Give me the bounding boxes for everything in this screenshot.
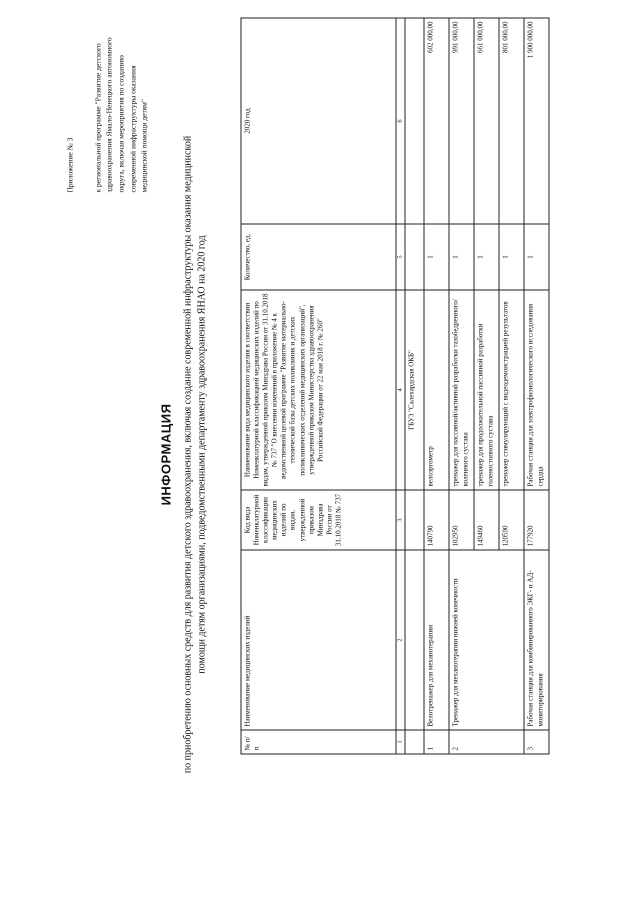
equipment-table	[241, 18, 550, 755]
column-header-number: № п/п	[241, 730, 396, 754]
group-row	[405, 18, 424, 754]
document-title: ИНФОРМАЦИЯ	[158, 403, 174, 506]
column-header-kind: Наименование вида медицинского изделия в соответствии Номенклатурной классификацией медицинских изделий по видам, утвержденной приказом Минздрава России от 31.10.2018 № 737 "О внесении изменений в приложение № 4 к ведомственной целевой программе "Развитие материально-технической базы детских поликлиник и детских поликлинических отделений медицинских организаций", утвержденной приказом Министерства здравоохранения Российской Федерации от 22 мая 2018 г. № 260"	[241, 290, 396, 490]
cell-quantity: 1	[524, 224, 549, 290]
cell-kind: тренажер для продолжительной пассивной разработки голеностопного сустава	[474, 290, 499, 490]
table-index-row	[396, 18, 405, 754]
cell-code: 120590	[499, 490, 524, 550]
cell-number: 2	[449, 730, 524, 754]
table-row	[449, 18, 474, 754]
cell-quantity: 1	[449, 224, 474, 290]
index-cell: 4	[396, 290, 405, 490]
document-header	[159, 135, 209, 775]
table-header-row	[241, 18, 396, 754]
cell-kind: Рабочая станция для электрофизиологического исследования сердца	[524, 290, 549, 490]
cell-code: 102950	[449, 490, 474, 550]
cell-code: 149460	[474, 490, 499, 550]
cell-name: Рабочая станция для комбинированного ЭКГ- и АД-мониторирования	[524, 550, 549, 730]
cell-code: 140790	[424, 490, 449, 550]
index-cell: 1	[396, 730, 405, 754]
cell-kind: тренажер стимулирующий с видеодемонстрацией результатов	[499, 290, 524, 490]
cell-sum: 602 000,00	[424, 18, 449, 224]
cell-quantity: 1	[499, 224, 524, 290]
cell-sum: 801 000,00	[499, 18, 524, 224]
table-row	[524, 18, 549, 754]
column-header-quantity: Количество, ед.	[241, 224, 396, 290]
index-cell: 6	[396, 18, 405, 224]
cell-quantity: 1	[424, 224, 449, 290]
group-name: ГБУЗ "Салехардская ОКБ"	[405, 290, 424, 490]
column-header-name: Наименование медицинских изделий	[241, 550, 396, 730]
annex-text: к региональной программе "Развитие детского здравоохранения Ямало-Ненецкого автономного округа, включая мероприятия по созданию современной инфраструктуры оказания медицинской помощи детям"	[93, 37, 149, 193]
rotated-page	[1, 0, 640, 905]
cell-kind: велоэргометр	[424, 290, 449, 490]
cell-name: Велотренажер для механотерапии	[424, 550, 449, 730]
cell-code: 177920	[524, 490, 549, 550]
annex-block	[65, 23, 151, 193]
annex-number: Приложение № 3	[65, 137, 75, 193]
column-header-year: 2020 год	[241, 18, 396, 224]
index-cell: 2	[396, 550, 405, 730]
cell-number: 3	[524, 730, 549, 754]
table-row	[424, 18, 449, 754]
cell-sum: 661 000,00	[474, 18, 499, 224]
cell-kind: тренажер для пассивной/активной разработки тазобедренного/коленного сустава	[449, 290, 474, 490]
cell-quantity: 1	[474, 224, 499, 290]
cell-sum: 991 000,00	[449, 18, 474, 224]
column-header-code: Код вида Номенклатурной классификации медицинских изделий по видам, утвержденной приказом Минздрава России от 31.10.2018 № 737	[241, 490, 396, 550]
cell-number: 1	[424, 730, 449, 754]
index-cell: 3	[396, 490, 405, 550]
index-cell: 5	[396, 224, 405, 290]
cell-name: Тренажер для механотерапии нижней конечности	[449, 550, 524, 730]
cell-sum: 1 900 000,00	[524, 18, 549, 224]
document-subtitle: по приобретению основных средств для развития детского здравоохранения, включая создание современной инфраструктуры оказания медицинской помощи детям организациями, подведомственными департаменту здравоохранения ЯНАО на 2020 год	[182, 135, 207, 774]
